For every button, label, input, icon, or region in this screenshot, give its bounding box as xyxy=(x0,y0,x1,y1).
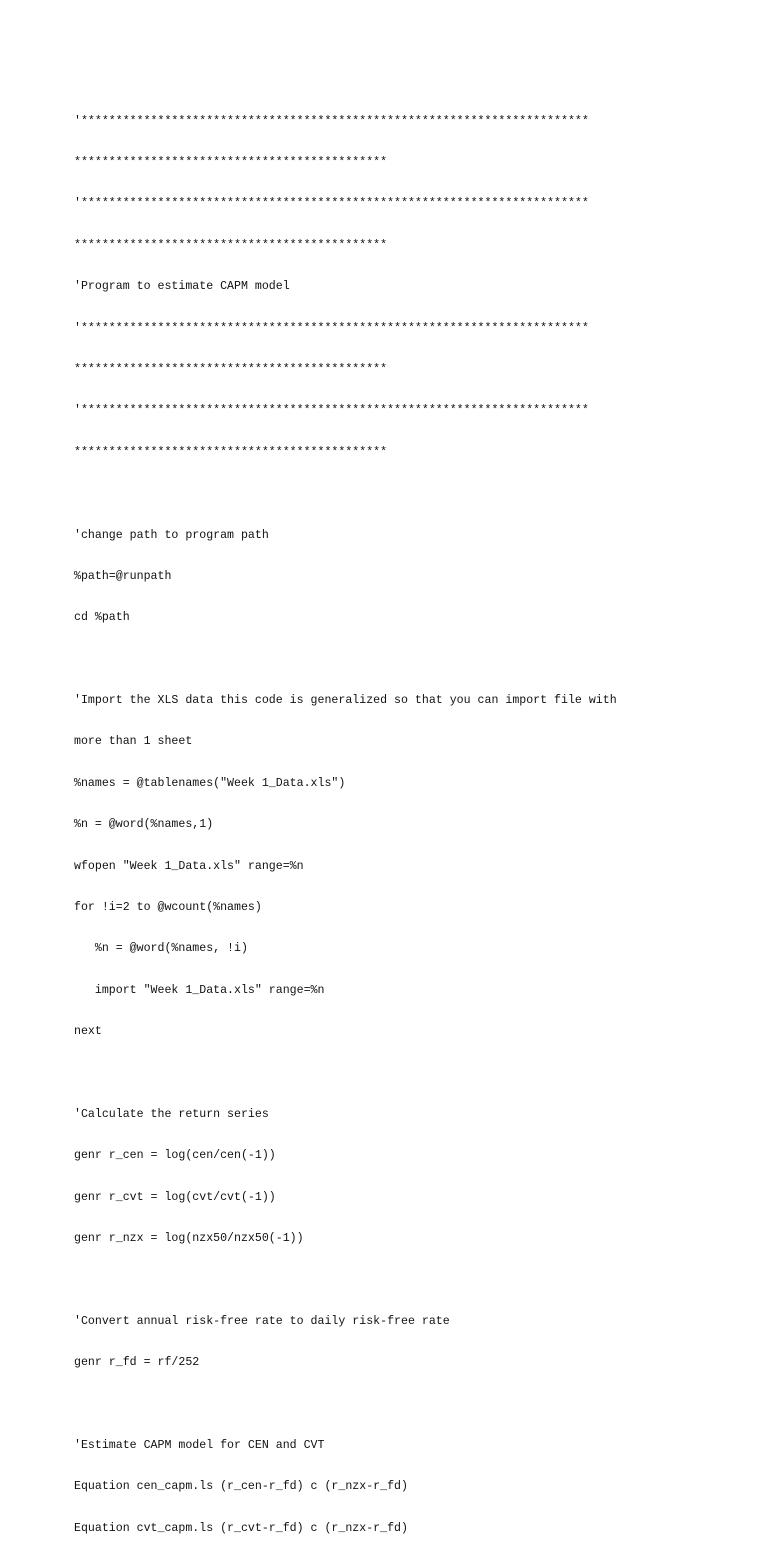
code-line: genr r_fd = rf/252 xyxy=(74,1356,200,1370)
code-line: '************************************************************************* xyxy=(74,114,589,128)
code-line: wfopen "Week 1_Data.xls" range=%n xyxy=(74,859,304,873)
code-line: next xyxy=(74,1025,102,1039)
code-line: genr r_cvt = log(cvt/cvt(-1)) xyxy=(74,1190,276,1204)
code-line: genr r_cen = log(cen/cen(-1)) xyxy=(74,1149,276,1163)
code-line: ********************************************* xyxy=(74,238,388,252)
code-line: 'Estimate CAPM model for CEN and CVT xyxy=(74,1439,325,1453)
code-line: %path=@runpath xyxy=(74,569,172,583)
code-line: 'Calculate the return series xyxy=(74,1107,269,1121)
code-line xyxy=(74,487,617,501)
code-line: '************************************************************************* xyxy=(74,321,589,335)
code-line xyxy=(74,1398,617,1412)
code-line: Equation cvt_capm.ls (r_cvt-r_fd) c (r_nzx-r_fd) xyxy=(74,1521,408,1535)
code-line: 'Program to estimate CAPM model xyxy=(74,280,290,294)
code-line: ********************************************* xyxy=(74,445,388,459)
code-line: '************************************************************************* xyxy=(74,404,589,418)
code-line: cd %path xyxy=(74,611,130,625)
code-line: %names = @tablenames("Week 1_Data.xls") xyxy=(74,776,346,790)
code-line: 'Import the XLS data this code is generalized so that you can import file with xyxy=(74,694,617,708)
code-line: 'Convert annual risk-free rate to daily risk-free rate xyxy=(74,1314,450,1328)
code-line: ********************************************* xyxy=(74,362,388,376)
code-line: '************************************************************************* xyxy=(74,197,589,211)
code-line: ********************************************* xyxy=(74,155,388,169)
code-line: genr r_nzx = log(nzx50/nzx50(-1)) xyxy=(74,1232,304,1246)
code-line: %n = @word(%names,1) xyxy=(74,818,214,832)
code-line: Equation cen_capm.ls (r_cen-r_fd) c (r_nzx-r_fd) xyxy=(74,1480,408,1494)
code-line: 'change path to program path xyxy=(74,528,269,542)
code-line: %n = @word(%names, !i) xyxy=(74,942,248,956)
code-line: for !i=2 to @wcount(%names) xyxy=(74,901,262,915)
code-listing xyxy=(74,87,617,1563)
code-line xyxy=(74,1274,617,1288)
code-line xyxy=(74,653,617,667)
code-line xyxy=(74,1067,617,1081)
code-line: import "Week 1_Data.xls" range=%n xyxy=(74,983,325,997)
code-line: more than 1 sheet xyxy=(74,735,193,749)
